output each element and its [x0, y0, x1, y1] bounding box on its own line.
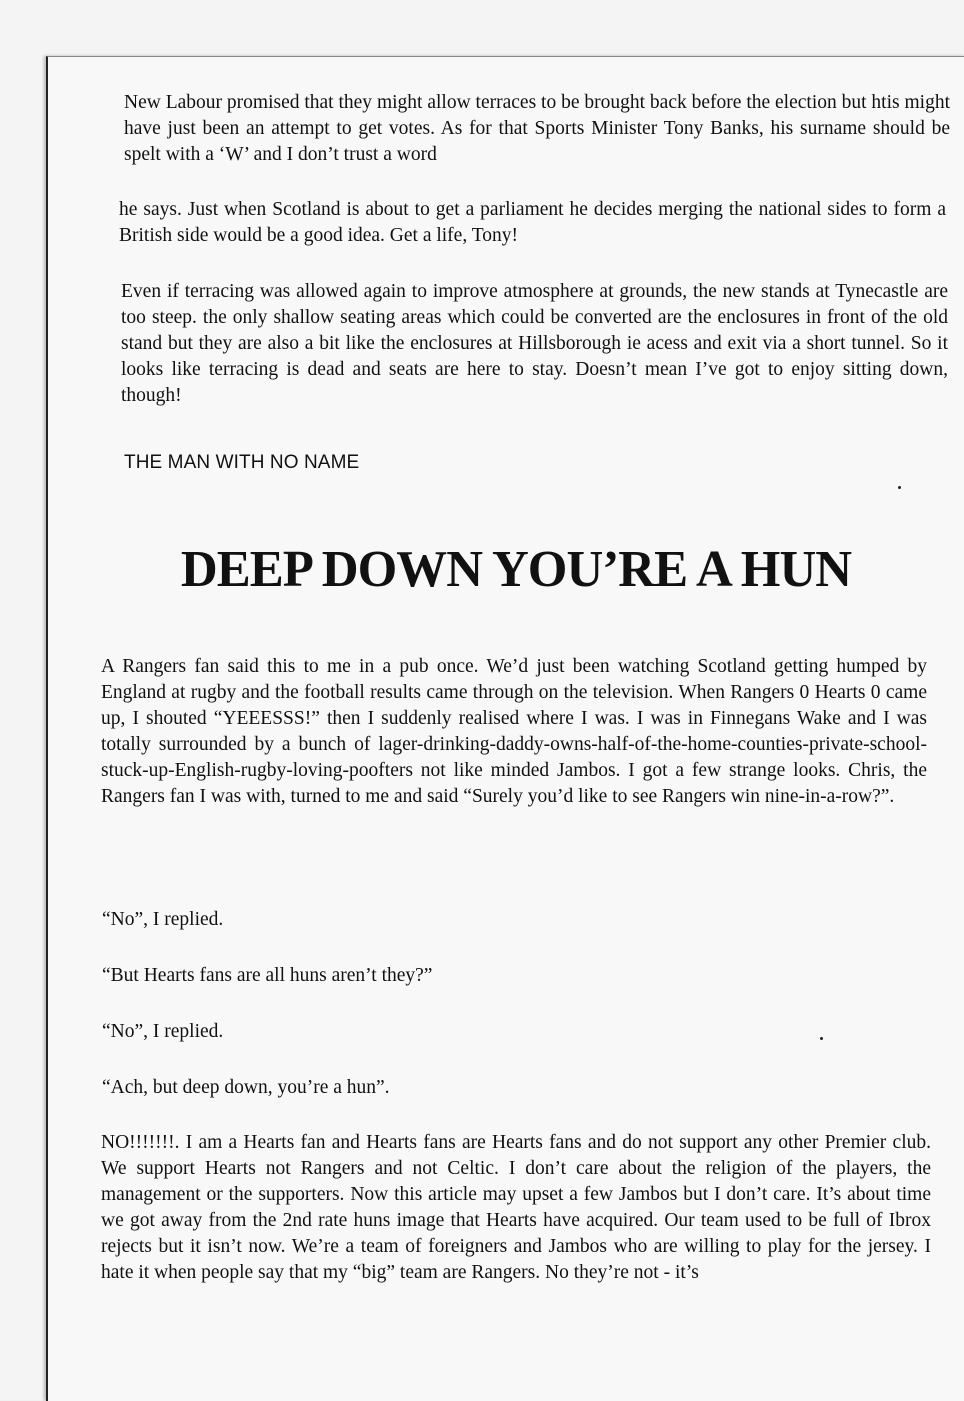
- paragraph-tony-banks: he says. Just when Scotland is about to get a parliament he decides merging the national sides to form a British side would be a good idea. Get a life, Tony!: [119, 199, 946, 246]
- paragraph-terracing: Even if terracing was allowed again to improve atmosphere at grounds, the new stands at Tynecastle are too steep. the only shallow seating areas which could be converted are the enclosures in front of the old stand but they are also a bit like the enclosures at Hillsborough ie acess and exit via a short tunnel. So it looks like terracing is dead and seats are here to stay. Doesn’t mean I’ve got to enjoy sitting down, though!: [121, 281, 948, 406]
- article-closing: NO!!!!!!!. I am a Hearts fan and Hearts fans are Hearts fans and do not support any other Premier club. We support Hearts not Rangers and not Celtic. I don’t care about the religion of the players, the management or the supporters. Now this article may upset a few Jambos but I don’t care. It’s about time we got away from the 2nd rate huns image that Hearts have acquired. Our team used to be full of Ibrox rejects but it isn’t now. We’re a team of foreigners and Jambos who are willing to play for the jersey. I hate it when people say that my “big” team are Rangers. No they’re not - it’s: [101, 1132, 931, 1283]
- dialogue-line: “But Hearts fans are all huns aren’t they?”: [102, 965, 433, 986]
- article-intro: A Rangers fan said this to me in a pub once. We’d just been watching Scotland getting humped by England at rugby and the football results came through on the television. When Rangers 0 Hearts 0 came up, I shouted “YEEESSS!” then I suddenly realised where I was. I was in Finnegans Wake and I was totally surrounded by a bunch of lager-drinking-daddy-owns-half-of-the-home-counties-private-school-stuck-up-English-rugby-loving-poofters not like minded Jambos. I got a few strange looks. Chris, the Rangers fan I was with, turned to me and said “Surely you’d like to see Rangers win nine-in-a-row?”.: [101, 656, 927, 807]
- dialogue-line: “No”, I replied.: [102, 1021, 224, 1042]
- print-speck: [820, 1037, 823, 1040]
- dialogue-line: “No”, I replied.: [102, 909, 224, 930]
- article-headline: DEEP DOWN YOU’RE A HUN: [180, 541, 852, 598]
- paragraph-new-labour: New Labour promised that they might allow terraces to be brought back before the election but htis might have just been an attempt to get votes. As for that Sports Minister Tony Banks, his surname should be spelt with a ‘W’ and I don’t trust a word: [124, 92, 950, 165]
- author-signature: THE MAN WITH NO NAME: [124, 452, 360, 473]
- dialogue-line: “Ach, but deep down, you’re a hun”.: [102, 1077, 390, 1098]
- print-speck: [898, 486, 901, 489]
